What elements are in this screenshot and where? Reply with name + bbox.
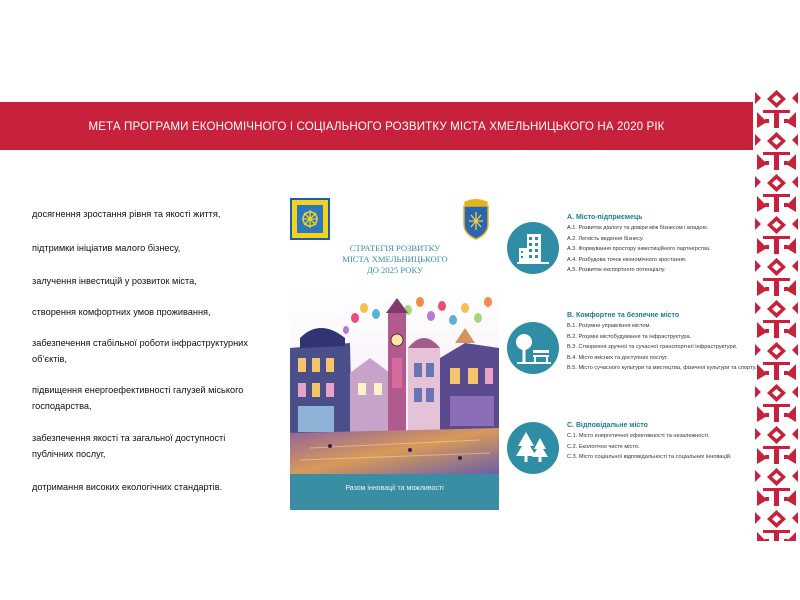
goal-item: створення комфортних умов проживання,: [32, 307, 211, 317]
goal-item: досягнення зростання рівня та якості життя,: [32, 209, 221, 219]
section-item: С.3. Місто соціальної відповідальності та соціальних інновацій.: [567, 454, 732, 461]
banner-title: МЕТА ПРОГРАМИ ЕКОНОМІЧНОГО І СОЦІАЛЬНОГО РОЗВИТКУ МІСТА ХМЕЛЬНИЦЬКОГО НА 2020 РІК: [88, 119, 665, 133]
park-bench-icon: [507, 322, 559, 374]
section-item: А.3. Формування простору інвестиційного партнерства.: [567, 246, 711, 253]
cover-title-line: СТРАТЕГІЯ РОЗВИТКУ: [349, 243, 441, 253]
section-item: В.2. Розумні містобудування та інфраструктура.: [567, 333, 692, 340]
business-building-icon: [507, 222, 559, 274]
section-title: А. Місто-підприємець: [567, 214, 643, 221]
section-title: В. Комфортне та безпечне місто: [567, 312, 680, 319]
cover-title: [320, 243, 470, 276]
goal-item: забезпечення стабільної роботи інфраструктурних об’єктів,: [32, 338, 248, 364]
section-item: С.1. Місто енергетичної ефективності та незалежності.: [567, 433, 710, 439]
coat-of-arms-icon: [460, 196, 492, 240]
goal-item: підтримки ініціатив малого бізнесу,: [32, 243, 181, 253]
section-business-city: [567, 214, 757, 278]
cover-footer: [290, 474, 499, 510]
section-comfortable-city: [567, 312, 757, 376]
ornament-pattern-icon: [753, 88, 800, 541]
section-title: С. Відповідальне місто: [567, 422, 648, 429]
trees-icon: [507, 422, 559, 474]
strategy-cover: [290, 188, 499, 510]
embroidery-ornament: [753, 88, 800, 541]
section-item: А.5. Розвиток експортного потенціалу.: [567, 267, 666, 274]
goal-item: залучення інвестицій у розвиток міста,: [32, 276, 197, 286]
section-item: В.4. Місто якісних та доступних послуг.: [567, 354, 668, 361]
section-item: С.2. Екологічно чисте місто.: [567, 443, 640, 450]
section-item: В.5. Місто сучасного культури та мистецтва, фізичної культури та спорту.: [567, 365, 757, 372]
section-responsible-city: [567, 422, 757, 465]
cover-title-line: ДО 2025 РОКУ: [366, 265, 424, 275]
section-item: А.2. Легкість ведення бізнесу.: [567, 235, 644, 242]
section-item: В.1. Розумне управління містом.: [567, 323, 651, 329]
city-illustration-icon: [290, 288, 499, 474]
title-banner: [0, 102, 753, 150]
goal-item: дотримання високих екологічних стандартів.: [32, 482, 223, 492]
goal-item: підвищення енергоефективності галузей міського господарства,: [32, 385, 244, 411]
section-item: В.3. Створення зручної та сучасної транспортної інфраструктури.: [567, 344, 738, 351]
section-item: А.4. Розбудова точок економічного зростання.: [567, 256, 687, 263]
goal-item: забезпечення якості та загальної доступності публічних послуг,: [32, 433, 226, 459]
section-item: А.1. Розвиток діалогу та довіри між бізнесом і владою.: [567, 225, 709, 231]
city-flag-icon: [290, 198, 330, 240]
cover-slogan: Разом інновації та можливості: [345, 485, 444, 492]
cover-title-line: МІСТА ХМЕЛЬНИЦЬКОГО: [342, 254, 448, 264]
